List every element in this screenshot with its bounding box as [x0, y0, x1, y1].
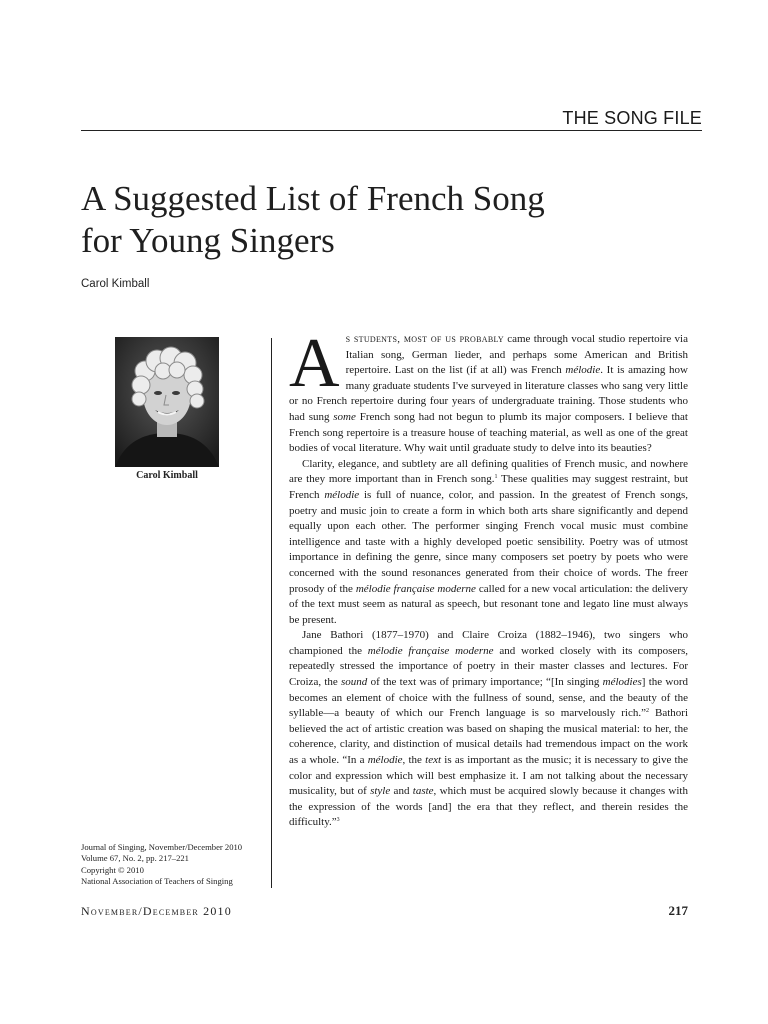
- page-number: 217: [668, 903, 688, 918]
- article-author: Carol Kimball: [81, 278, 150, 290]
- section-divider: [81, 130, 702, 131]
- body-paragraph-3: Jane Bathori (1877–1970) and Claire Croiza (1882–1946), two singers who championed the mélodie française moderne and worked closely with its composers, repeatedly stressed the importance of poetry in their master classes and lectures. For Croiza, the sound of the text was of primary importance; “[In singing mélodies] the word becomes an element of choice with the fullness of sound, sense, and the beauty of the syllable—a beauty of which our French language is so marvelously rich.”$^2$ Bathori believed the act of artistic creation was based on shaping the musical material: to her, the coherence, clarity, and distinction of musical details had tremendous impact on the work as a whole. “In a mélodie, the text is as important as the music; it is necessary to give the color and expression which will best emphasize it. I am not talking about the necessary musicality, but of style and taste, which must be acquired slowly because it changes with the expression of the words [and] the era that they reflect, and therein resides the difficulty.”$^3$: [289, 629, 689, 829]
- column-divider: [271, 338, 272, 888]
- article-title-line-1: A Suggested List of French Song: [81, 179, 545, 218]
- footnote-ref: 3: [336, 817, 340, 824]
- pub-info-line: Volume 67, No. 2, pp. 217–221: [81, 853, 189, 864]
- article-title-line-2: for Young Singers: [81, 221, 335, 260]
- footer-issue: November/December 2010: [81, 904, 232, 918]
- pub-info-line: Copyright © 2010: [81, 864, 144, 875]
- body-paragraph-1: As students, most of us probably came through vocal studio repertoire via Italian song, German lieder, and perhaps some American and British repertoire. Last on the list (if at all) was French mélodie. It is amazing how many graduate students I've surveyed in literature classes who sang very little or no French repertoire during four years of undergraduate training. Those students who had sung some French song had not begun to plumb its major composers. I believe that French song repertoire is a treasure house of teaching material, as well as one of the great bodies of vocal literature. Why wait until graduate study to delve into its beauties?: [289, 325, 688, 455]
- photo-caption: Carol Kimball: [136, 470, 198, 481]
- author-photo: [115, 337, 219, 467]
- section-label: THE SONG FILE: [562, 108, 702, 128]
- article-title: [81, 178, 641, 262]
- footnote-ref: 1: [494, 474, 498, 481]
- body-paragraph-2: Clarity, elegance, and subtlety are all defining qualities of French music, and nowhere are they more important than in French song.$^1$ These qualities may suggest restraint, but French mélodie is full of nuance, color, and passion. In the greatest of French songs, poetry and music join to create a form in which both arts share significantly and depend equally upon each other. The performer singing French vocal music must combine intelligence and taste with a highly developed poetic sensibility. Poetry was of utmost importance in defining the genre, since many composers set poetry by poets who were concerned with the sound resonances generated from their choice of words. The freer prosody of the mélodie française moderne called for a new vocal articulation: the delivery of the text must seem as natural as speech, but resonant tone and legato line must always be present.: [289, 457, 689, 626]
- pub-info-line: Journal of Singing, November/December 2010: [81, 842, 243, 852]
- publication-info: [81, 842, 266, 887]
- article-body: [289, 325, 689, 831]
- drop-cap: A: [289, 325, 340, 402]
- lead-in-small-caps: s students, most of us probably: [345, 333, 504, 345]
- author-portrait-image: [115, 337, 219, 467]
- pub-info-line: National Association of Teachers of Singing: [81, 875, 233, 886]
- footnote-ref: 2: [645, 708, 649, 715]
